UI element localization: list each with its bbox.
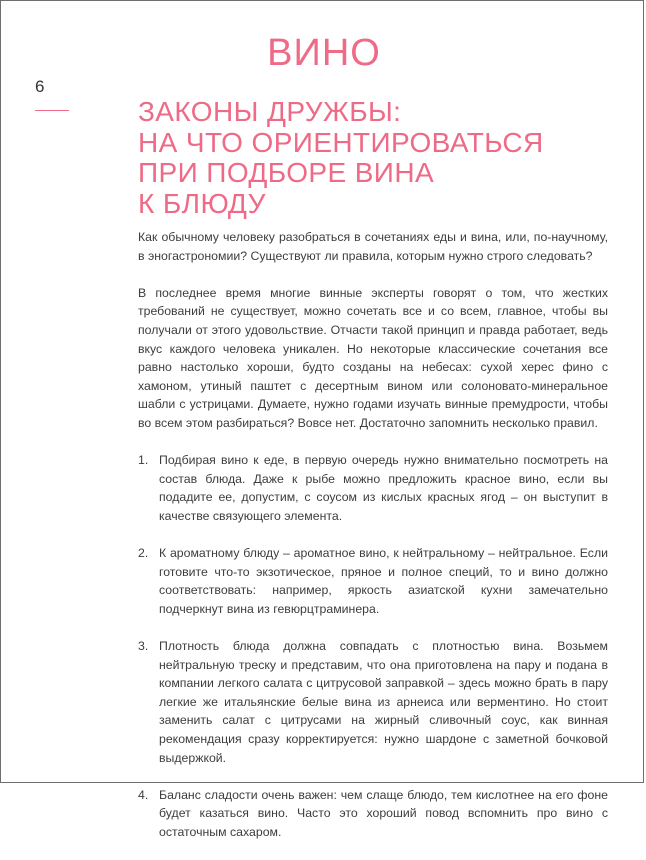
list-item-text: К ароматному блюду – ароматное вино, к нейтральному – нейтральное. Если готовите что-то экзотическое, пряное и полное специй, то и вино должно соответствовать: например, яркость азиатской кухни замечательно подчеркнут вина из гевюрцтраминера. — [159, 546, 608, 616]
divider-line — [35, 110, 69, 111]
list-item — [138, 544, 608, 618]
list-item — [138, 786, 608, 842]
list-item-number: 4. — [138, 787, 149, 802]
article-title-line: К БЛЮДУ — [138, 187, 266, 219]
article-title-line: НА ЧТО ОРИЕНТИРОВАТЬСЯ — [138, 126, 544, 158]
list-item-text: Баланс сладости очень важен: чем слаще блюдо, тем кислотнее на его фоне будет казаться вино. Часто это хороший повод вспомнить про вино с остаточным сахаром. — [159, 787, 608, 839]
list-item — [138, 451, 608, 525]
article-title — [138, 97, 618, 219]
article-title-line: ПРИ ПОДБОРЕ ВИНА — [138, 157, 435, 188]
page-number: 6 — [35, 77, 45, 96]
article-title-line: ЗАКОНЫ ДРУЖБЫ: — [138, 96, 402, 127]
section-title: ВИНО — [267, 32, 381, 74]
body-paragraph: В последнее время многие винные эксперты говорят о том, что жестких требований не существует, можно сочетать все и со всем, главное, чтобы вы получали от этого удовольствие. Отчасти такой принцип и правда работает, ведь вкус каждого человека уникален. Но некоторые классические сочетания все равно настолько хороши, будто созданы на небесах: сухой херес фино с хамоном, утиный паштет с десертным вином или солоновато-минеральное шабли с устрицами. Думаете, нужно годами изучать винные премудрости, чтобы во всем этом разбираться? Вовсе нет. Достаточно запомнить несколько правил. — [138, 285, 608, 430]
list-item-number: 3. — [138, 639, 149, 654]
list-item — [138, 637, 608, 767]
list-item-number: 2. — [138, 546, 149, 561]
article-body — [138, 228, 608, 860]
list-item-text: Подбирая вино к еде, в первую очередь нужно внимательно посмотреть на состав блюда. Даже к рыбе можно предложить красное вино, если вы подадите ее, допустим, с соусом из кислых красных ягод – он выступит в качестве связующего элемента. — [159, 453, 608, 523]
list-item-number: 1. — [138, 453, 149, 468]
list-item-text: Плотность блюда должна совпадать с плотностью вина. Возьмем нейтральную треску и представим, что она приготовлена на пару и подана в компании легкого салата с цитрусовой заправкой – здесь можно брать в пару легкие же итальянские белые вина из арнеиса или вермeнтино. Но стоит заменить салат с цитрусами на жирный сливочный соус, как винная рекомендация сразу корректируется: нужно шардоне с заметной бочковой выдержкой. — [159, 639, 608, 765]
intro-paragraph: Как обычному человеку разобраться в сочетаниях еды и вина, или, по-научному, в эногастрономии? Существуют ли правила, которым нужно строго следовать? — [138, 230, 608, 263]
rules-list — [138, 451, 608, 841]
